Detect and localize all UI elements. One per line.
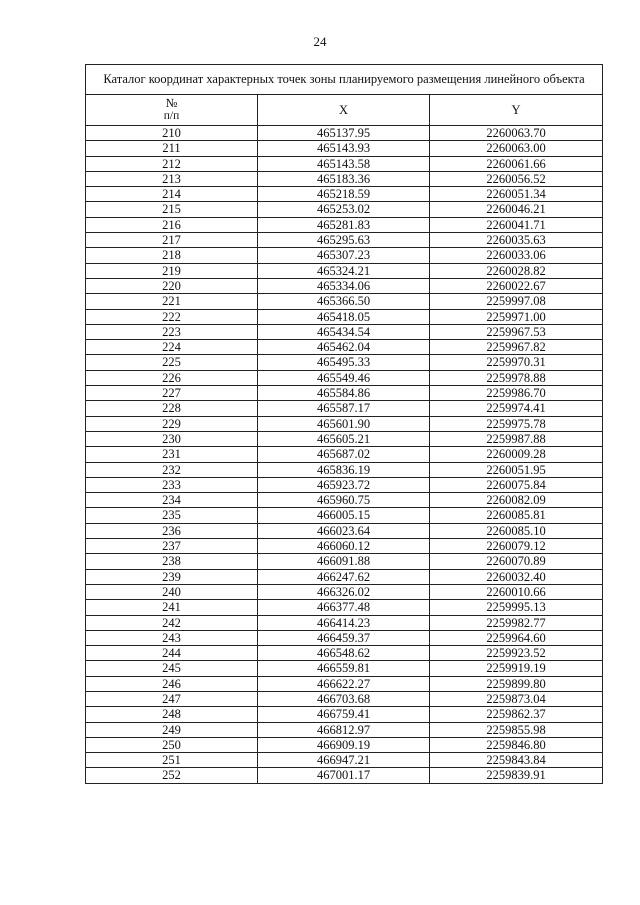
table-row	[86, 355, 603, 370]
point-number-cell: 210	[86, 126, 258, 141]
x-coordinate-cell: 466023.64	[258, 523, 430, 538]
x-coordinate-cell: 466060.12	[258, 539, 430, 554]
x-coordinate-cell: 465584.86	[258, 386, 430, 401]
x-coordinate-cell: 465366.50	[258, 294, 430, 309]
point-number-cell: 235	[86, 508, 258, 523]
table-row	[86, 401, 603, 416]
point-number-cell: 222	[86, 309, 258, 324]
y-coordinate-cell: 2260028.82	[430, 263, 603, 278]
x-coordinate-cell: 465601.90	[258, 416, 430, 431]
y-coordinate-cell: 2260035.63	[430, 233, 603, 248]
point-number-cell: 230	[86, 431, 258, 446]
table-row	[86, 370, 603, 385]
x-coordinate-cell: 465434.54	[258, 324, 430, 339]
table-row	[86, 737, 603, 752]
x-coordinate-cell: 465923.72	[258, 477, 430, 492]
x-coordinate-cell: 465281.83	[258, 217, 430, 232]
point-number-cell: 239	[86, 569, 258, 584]
point-number-cell: 212	[86, 156, 258, 171]
table-row	[86, 294, 603, 309]
table-row	[86, 263, 603, 278]
table-row	[86, 477, 603, 492]
x-coordinate-cell: 466091.88	[258, 554, 430, 569]
table-row	[86, 600, 603, 615]
point-number-cell: 228	[86, 401, 258, 416]
column-header-number	[86, 95, 258, 126]
table-row	[86, 707, 603, 722]
y-coordinate-cell: 2260082.09	[430, 493, 603, 508]
y-coordinate-cell: 2259986.70	[430, 386, 603, 401]
table-row	[86, 691, 603, 706]
table-row	[86, 584, 603, 599]
x-coordinate-cell: 465295.63	[258, 233, 430, 248]
y-coordinate-cell: 2259987.88	[430, 431, 603, 446]
point-number-cell: 251	[86, 753, 258, 768]
x-coordinate-cell: 465183.36	[258, 171, 430, 186]
table-row	[86, 217, 603, 232]
table-row	[86, 661, 603, 676]
table-row	[86, 126, 603, 141]
table-row	[86, 233, 603, 248]
point-number-cell: 249	[86, 722, 258, 737]
y-coordinate-cell: 2259971.00	[430, 309, 603, 324]
table-row	[86, 615, 603, 630]
table-row	[86, 447, 603, 462]
table-title: Каталог координат характерных точек зоны планируемого размещения линейного объекта	[86, 65, 603, 95]
y-coordinate-cell: 2259855.98	[430, 722, 603, 737]
point-number-cell: 223	[86, 324, 258, 339]
point-number-cell: 225	[86, 355, 258, 370]
column-header-y: Y	[430, 95, 603, 126]
x-coordinate-cell: 466909.19	[258, 737, 430, 752]
point-number-cell: 247	[86, 691, 258, 706]
point-number-cell: 252	[86, 768, 258, 783]
x-coordinate-cell: 466459.37	[258, 630, 430, 645]
y-coordinate-cell: 2259970.31	[430, 355, 603, 370]
coordinate-catalog-table	[85, 64, 603, 784]
point-number-cell: 242	[86, 615, 258, 630]
y-coordinate-cell: 2260009.28	[430, 447, 603, 462]
table-row	[86, 309, 603, 324]
y-coordinate-cell: 2259997.08	[430, 294, 603, 309]
x-coordinate-cell: 466377.48	[258, 600, 430, 615]
x-coordinate-cell: 466703.68	[258, 691, 430, 706]
point-number-cell: 233	[86, 477, 258, 492]
x-coordinate-cell: 466247.62	[258, 569, 430, 584]
x-coordinate-cell: 465143.58	[258, 156, 430, 171]
y-coordinate-cell: 2260061.66	[430, 156, 603, 171]
y-coordinate-cell: 2259964.60	[430, 630, 603, 645]
y-coordinate-cell: 2260056.52	[430, 171, 603, 186]
point-number-cell: 213	[86, 171, 258, 186]
table-row	[86, 646, 603, 661]
table-row	[86, 676, 603, 691]
point-number-cell: 216	[86, 217, 258, 232]
page-number: 24	[313, 34, 327, 49]
y-coordinate-cell: 2260085.10	[430, 523, 603, 538]
table-row	[86, 539, 603, 554]
x-coordinate-cell: 465495.33	[258, 355, 430, 370]
table-row	[86, 722, 603, 737]
table-row	[86, 171, 603, 186]
table-row	[86, 493, 603, 508]
y-coordinate-cell: 2260032.40	[430, 569, 603, 584]
point-number-cell: 238	[86, 554, 258, 569]
point-number-cell: 214	[86, 187, 258, 202]
x-coordinate-cell: 466812.97	[258, 722, 430, 737]
point-number-cell: 245	[86, 661, 258, 676]
y-coordinate-cell: 2260041.71	[430, 217, 603, 232]
table-row	[86, 431, 603, 446]
y-coordinate-cell: 2260033.06	[430, 248, 603, 263]
table-row	[86, 187, 603, 202]
x-coordinate-cell: 465587.17	[258, 401, 430, 416]
point-number-cell: 227	[86, 386, 258, 401]
x-coordinate-cell: 465324.21	[258, 263, 430, 278]
y-coordinate-cell: 2260051.95	[430, 462, 603, 477]
x-coordinate-cell: 465687.02	[258, 447, 430, 462]
x-coordinate-cell: 465960.75	[258, 493, 430, 508]
table-row	[86, 508, 603, 523]
point-number-cell: 236	[86, 523, 258, 538]
table-row	[86, 753, 603, 768]
x-coordinate-cell: 465418.05	[258, 309, 430, 324]
y-coordinate-cell: 2259995.13	[430, 600, 603, 615]
number-subscript: п/п	[163, 110, 180, 122]
y-coordinate-cell: 2259967.53	[430, 324, 603, 339]
table-row	[86, 416, 603, 431]
y-coordinate-cell: 2260063.70	[430, 126, 603, 141]
x-coordinate-cell: 465137.95	[258, 126, 430, 141]
y-coordinate-cell: 2259846.80	[430, 737, 603, 752]
point-number-cell: 248	[86, 707, 258, 722]
x-coordinate-cell: 466622.27	[258, 676, 430, 691]
x-coordinate-cell: 465143.93	[258, 141, 430, 156]
table-row	[86, 462, 603, 477]
y-coordinate-cell: 2260075.84	[430, 477, 603, 492]
y-coordinate-cell: 2260022.67	[430, 278, 603, 293]
table-row	[86, 324, 603, 339]
x-coordinate-cell: 465334.06	[258, 278, 430, 293]
point-number-cell: 246	[86, 676, 258, 691]
x-coordinate-cell: 466559.81	[258, 661, 430, 676]
y-coordinate-cell: 2259974.41	[430, 401, 603, 416]
table-row	[86, 630, 603, 645]
point-number-cell: 218	[86, 248, 258, 263]
table-row	[86, 523, 603, 538]
point-number-cell: 241	[86, 600, 258, 615]
table-row	[86, 386, 603, 401]
y-coordinate-cell: 2259862.37	[430, 707, 603, 722]
table-row	[86, 202, 603, 217]
point-number-cell: 234	[86, 493, 258, 508]
point-number-cell: 250	[86, 737, 258, 752]
x-coordinate-cell: 466947.21	[258, 753, 430, 768]
y-coordinate-cell: 2260085.81	[430, 508, 603, 523]
y-coordinate-cell: 2260070.89	[430, 554, 603, 569]
table-row	[86, 278, 603, 293]
point-number-cell: 231	[86, 447, 258, 462]
x-coordinate-cell: 467001.17	[258, 768, 430, 783]
y-coordinate-cell: 2260079.12	[430, 539, 603, 554]
point-number-cell: 219	[86, 263, 258, 278]
x-coordinate-cell: 465605.21	[258, 431, 430, 446]
point-number-cell: 232	[86, 462, 258, 477]
x-coordinate-cell: 465462.04	[258, 340, 430, 355]
y-coordinate-cell: 2259978.88	[430, 370, 603, 385]
x-coordinate-cell: 465836.19	[258, 462, 430, 477]
x-coordinate-cell: 466759.41	[258, 707, 430, 722]
y-coordinate-cell: 2259843.84	[430, 753, 603, 768]
point-number-cell: 224	[86, 340, 258, 355]
y-coordinate-cell: 2259923.52	[430, 646, 603, 661]
table-row	[86, 768, 603, 783]
point-number-cell: 240	[86, 584, 258, 599]
table-row	[86, 141, 603, 156]
table-row	[86, 248, 603, 263]
point-number-cell: 237	[86, 539, 258, 554]
x-coordinate-cell: 465253.02	[258, 202, 430, 217]
x-coordinate-cell: 466414.23	[258, 615, 430, 630]
point-number-cell: 217	[86, 233, 258, 248]
point-number-cell: 226	[86, 370, 258, 385]
point-number-cell: 211	[86, 141, 258, 156]
point-number-cell: 220	[86, 278, 258, 293]
table-row	[86, 156, 603, 171]
x-coordinate-cell: 465549.46	[258, 370, 430, 385]
point-number-cell: 243	[86, 630, 258, 645]
y-coordinate-cell: 2259975.78	[430, 416, 603, 431]
table-row	[86, 554, 603, 569]
x-coordinate-cell: 466548.62	[258, 646, 430, 661]
table-row	[86, 569, 603, 584]
x-coordinate-cell: 466326.02	[258, 584, 430, 599]
table-row	[86, 340, 603, 355]
x-coordinate-cell: 465307.23	[258, 248, 430, 263]
y-coordinate-cell: 2259873.04	[430, 691, 603, 706]
number-symbol: №	[165, 96, 178, 110]
y-coordinate-cell: 2260010.66	[430, 584, 603, 599]
x-coordinate-cell: 465218.59	[258, 187, 430, 202]
y-coordinate-cell: 2260063.00	[430, 141, 603, 156]
point-number-cell: 215	[86, 202, 258, 217]
y-coordinate-cell: 2259982.77	[430, 615, 603, 630]
y-coordinate-cell: 2260051.34	[430, 187, 603, 202]
y-coordinate-cell: 2259967.82	[430, 340, 603, 355]
table-body	[86, 126, 603, 784]
point-number-cell: 229	[86, 416, 258, 431]
y-coordinate-cell: 2260046.21	[430, 202, 603, 217]
point-number-cell: 221	[86, 294, 258, 309]
y-coordinate-cell: 2259919.19	[430, 661, 603, 676]
x-coordinate-cell: 466005.15	[258, 508, 430, 523]
y-coordinate-cell: 2259899.80	[430, 676, 603, 691]
point-number-cell: 244	[86, 646, 258, 661]
column-header-x: X	[258, 95, 430, 126]
y-coordinate-cell: 2259839.91	[430, 768, 603, 783]
